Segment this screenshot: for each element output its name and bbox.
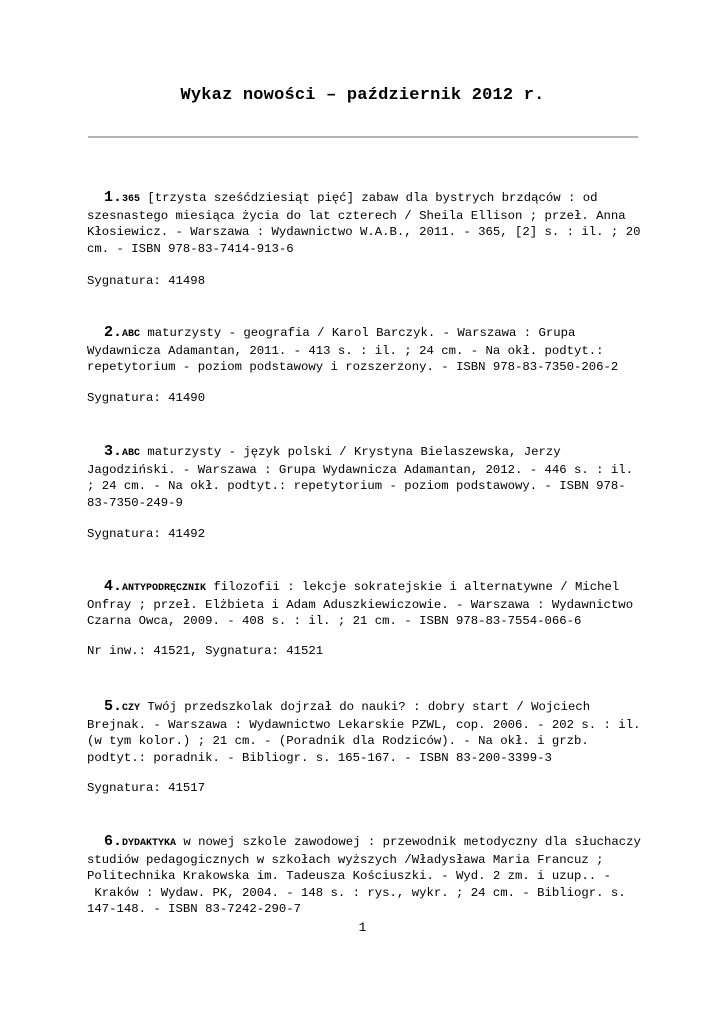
entry-signature: Sygnatura: 41492 [87, 527, 206, 541]
entry-line: studiów pedagogicznych w szkołach wyższych /Władysława Maria Francuz ; [87, 853, 604, 868]
entry-1 [87, 189, 647, 288]
entry-number: 3. [104, 443, 123, 460]
entry-line: 83-7350-249-9 [87, 495, 183, 510]
entry-line: Jagodziński. - Warszawa : Grupa Wydawnicza Adamantan, 2012. - 446 s. : il. [87, 463, 634, 478]
entry-number: 4. [104, 578, 123, 595]
entry-signature: Nr inw.: 41521, Sygnatura: 41521 [87, 644, 324, 658]
entry-5 [87, 698, 647, 795]
page-title: Wykaz nowości – październik 2012 r. [180, 86, 545, 105]
entry-line: [trzysta sześćdziesiąt pięć] zabaw dla bystrych brzdąców : od [140, 191, 598, 205]
entry-line: Kłosiewicz. - Warszawa : Wydawnictwo W.A.B., 2011. - 365, [2] s. : il. ; 20 [87, 225, 641, 240]
entry-line: 147-148. - ISBN 83-7242-290-7 [87, 901, 302, 916]
entry-heading: 365 [122, 194, 141, 205]
entry-number: 1. [104, 189, 123, 206]
entry-line: Czarna Owca, 2009. - 408 s. : il. ; 21 cm. - ISBN 978-83-7554-066-6 [87, 614, 582, 629]
entry-description [87, 699, 647, 766]
entry-line: (w tym kolor.) ; 21 cm. - (Poradnik dla Rodziców). - Na okł. i grzb. [87, 734, 589, 749]
entry-signature: Sygnatura: 41498 [87, 274, 206, 288]
entry-line: Wydawnicza Adamantan, 2011. - 413 s. : il. ; 24 cm. - Na okł. podtyt.: [87, 344, 604, 359]
entry-line: maturzysty - geografia / Karol Barczyk. - Warszawa : Grupa [140, 326, 576, 340]
entry-number: 2. [104, 324, 123, 341]
entry-description [87, 579, 647, 630]
entry-line: w nowej szkole zawodowej : przewodnik metodyczny dla słuchaczy [176, 835, 641, 849]
entry-description [87, 190, 647, 257]
entry-description [87, 325, 647, 376]
entry-line: szesnastego miesiąca życia do lat czterech / Sheila Ellison ; przeł. Anna [87, 209, 626, 224]
entry-number: 6. [104, 833, 123, 850]
entry-2 [87, 324, 647, 405]
entry-number: 5. [104, 698, 123, 715]
entry-line: Politechnika Krakowska im. Tadeusza Kościuszki. - Wyd. 2 zm. i uzup.. - [87, 869, 611, 884]
entry-line: Kraków : Wydaw. PK, 2004. - 148 s. : rys., wykr. ; 24 cm. - Bibliogr. s. [87, 885, 626, 900]
entry-heading: CZY [122, 703, 141, 714]
entry-line: podtyt.: poradnik. - Bibliogr. s. 165-167. - ISBN 83-200-3399-3 [87, 750, 552, 765]
entry-description [87, 834, 647, 917]
entry-heading: DYDAKTYKA [122, 838, 177, 849]
entry-line: Twój przedszkolak dojrzał do nauki? : dobry start / Wojciech [140, 700, 591, 714]
entry-line: Onfray ; przeł. Elżbieta i Adam Aduszkiewiczowie. - Warszawa : Wydawnictwo [87, 598, 634, 613]
entry-signature: Sygnatura: 41490 [87, 391, 206, 405]
entry-heading: ABC [122, 448, 141, 459]
entry-line: filozofii : lekcje sokratejskie i alternatywne / Michel [206, 580, 620, 594]
entry-description [87, 444, 647, 511]
entry-heading: ANTYPODRĘCZNIK [122, 583, 207, 594]
entry-line: cm. - ISBN 978-83-7414-913-6 [87, 241, 294, 256]
entry-line: ; 24 cm. - Na okł. podtyt.: repetytorium - poziom podstawowy. - ISBN 978- [87, 479, 626, 494]
title-divider [88, 136, 638, 138]
entry-signature: Sygnatura: 41517 [87, 781, 206, 795]
entry-line: Brejnak. - Warszawa : Wydawnictwo Lekarskie PZWL, cop. 2006. - 202 s. : il. [87, 718, 641, 733]
entry-line: repetytorium - poziom podstawowy i rozszerzony. - ISBN 978-83-7350-206-2 [87, 360, 619, 375]
entry-4 [87, 578, 647, 658]
page-number: 1 [358, 920, 367, 935]
entry-3 [87, 443, 647, 541]
entry-6 [87, 834, 647, 917]
entry-line: maturzysty - język polski / Krystyna Bielaszewska, Jerzy [140, 445, 561, 459]
entry-heading: ABC [122, 329, 141, 340]
